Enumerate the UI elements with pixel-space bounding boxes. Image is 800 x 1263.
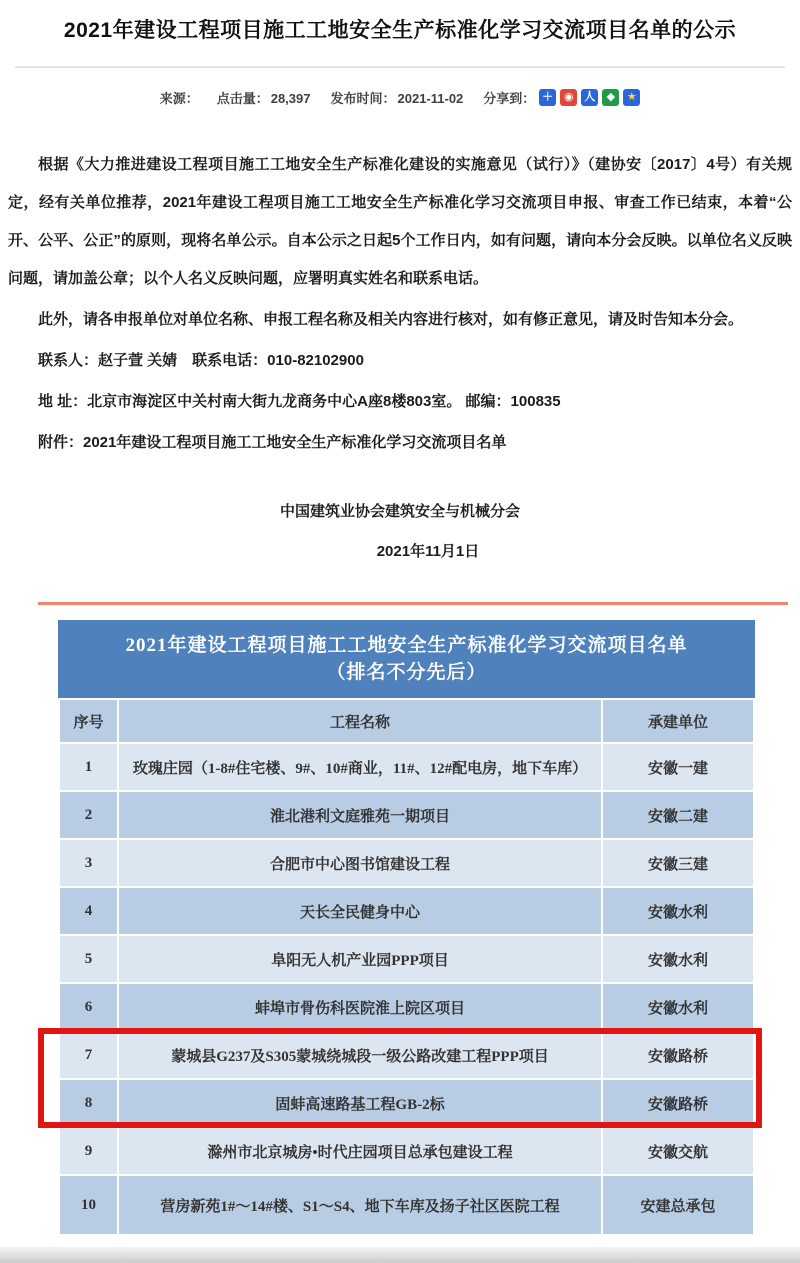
table-row bbox=[60, 792, 753, 838]
table-title-line2: （排名不分先后） bbox=[326, 662, 487, 683]
project-name-cell: 合肥市中心图书馆建设工程 bbox=[119, 840, 601, 886]
table-header-row bbox=[60, 700, 753, 742]
row-no-cell: 6 bbox=[60, 984, 117, 1030]
issuer-name: 中国建筑业协会建筑安全与机械分会 bbox=[279, 503, 520, 520]
views-counter bbox=[217, 88, 313, 107]
page-title: 2021年建设工程项目施工工地安全生产标准化学习交流项目名单的公示 bbox=[63, 19, 737, 42]
row-no-cell: 1 bbox=[60, 744, 117, 790]
row-no-cell: 10 bbox=[60, 1176, 117, 1234]
unit-name-cell: 安徽一建 bbox=[603, 744, 753, 790]
issue-date: 2021年11月1日 bbox=[376, 543, 480, 560]
section-divider-line bbox=[38, 602, 788, 605]
row-no-cell: 9 bbox=[60, 1128, 117, 1174]
share-buttons bbox=[539, 89, 640, 106]
project-name-cell: 蒙城县G237及S305蒙城绕城段一级公路改建工程PPP项目 bbox=[119, 1032, 601, 1078]
row-no-cell: 7 bbox=[60, 1032, 117, 1078]
table-row bbox=[60, 1176, 753, 1234]
table-row bbox=[60, 1128, 753, 1174]
col-header-project: 工程名称 bbox=[119, 700, 601, 742]
qzone-icon[interactable]: ★ bbox=[623, 89, 640, 106]
article-body bbox=[8, 146, 792, 465]
address-line: 地 址：北京市海淀区中关村南大街九龙商务中心A座8楼803室。 邮编：100835 bbox=[38, 393, 561, 410]
unit-name-cell: 安徽路桥 bbox=[603, 1080, 753, 1126]
paragraph-intro: 根据《大力推进建设工程项目施工工地安全生产标准化建设的实施意见（试行）》（建协安〔2017〕4号）有关规定，经有关单位推荐，2021年建设工程项目施工工地安全生产标准化学习交流项目申报、审查工作已结束，本着“公开、公平、公正”的原则，现将名单公示。自本公示之日起5个工作日内，如有问题，请向本分会反映。以单位名义反映问题，请加盖公章；以个人名义反映问题，应署明真实姓名和联系电话。 bbox=[8, 156, 792, 287]
project-table bbox=[58, 698, 755, 1236]
share-label: 分享到： bbox=[483, 91, 536, 106]
row-no-cell: 3 bbox=[60, 840, 117, 886]
project-name-cell: 蚌埠市骨伤科医院淮上院区项目 bbox=[119, 984, 601, 1030]
share-more-icon[interactable]: ＋ bbox=[539, 89, 556, 106]
views-label: 点击量： bbox=[216, 91, 269, 106]
project-name-cell: 营房新苑1#～14#楼、S1～S4、地下车库及扬子社区医院工程 bbox=[119, 1176, 601, 1234]
footer-band bbox=[0, 1247, 800, 1263]
source-label: 来源： bbox=[159, 91, 199, 106]
row-no-cell: 2 bbox=[60, 792, 117, 838]
views-value: 28,397 bbox=[270, 91, 311, 106]
row-no-cell: 5 bbox=[60, 936, 117, 982]
weibo-icon[interactable]: ◉ bbox=[560, 89, 577, 106]
project-name-cell: 玫瑰庄园（1-8#住宅楼、9#、10#商业，11#、12#配电房，地下车库） bbox=[119, 744, 601, 790]
table-row bbox=[60, 840, 753, 886]
project-name-cell: 滁州市北京城房•时代庄园项目总承包建设工程 bbox=[119, 1128, 601, 1174]
col-header-no: 序号 bbox=[60, 700, 117, 742]
table-row bbox=[60, 936, 753, 982]
unit-name-cell: 安徽二建 bbox=[603, 792, 753, 838]
publish-time bbox=[330, 88, 465, 107]
project-name-cell: 天长全民健身中心 bbox=[119, 888, 601, 934]
table-row bbox=[60, 1080, 753, 1126]
paragraph-note: 此外，请各申报单位对单位名称、申报工程名称及相关内容进行核对，如有修正意见，请及时告知本分会。 bbox=[38, 311, 744, 328]
title-divider bbox=[15, 66, 785, 68]
wechat-icon[interactable]: ◆ bbox=[602, 89, 619, 106]
unit-name-cell: 安徽水利 bbox=[603, 888, 753, 934]
unit-name-cell: 安徽路桥 bbox=[603, 1032, 753, 1078]
table-title-line1: 2021年建设工程项目施工工地安全生产标准化学习交流项目名单 bbox=[125, 635, 688, 656]
contact-line: 联系人：赵子萱 关婧 联系电话：010-82102900 bbox=[38, 352, 364, 369]
unit-name-cell: 安建总承包 bbox=[603, 1176, 753, 1234]
project-name-cell: 淮北港利文庭雅苑一期项目 bbox=[119, 792, 601, 838]
table-title-banner bbox=[58, 620, 755, 698]
unit-name-cell: 安徽交航 bbox=[603, 1128, 753, 1174]
col-header-unit: 承建单位 bbox=[603, 700, 753, 742]
meta-bar bbox=[0, 88, 800, 107]
project-name-cell: 固蚌高速路基工程GB-2标 bbox=[119, 1080, 601, 1126]
share-bar bbox=[483, 88, 640, 107]
unit-name-cell: 安徽三建 bbox=[603, 840, 753, 886]
table-row bbox=[60, 1032, 753, 1078]
table-row bbox=[60, 744, 753, 790]
row-no-cell: 4 bbox=[60, 888, 117, 934]
project-table-section bbox=[58, 620, 755, 1236]
renren-icon[interactable]: 人 bbox=[581, 89, 598, 106]
unit-name-cell: 安徽水利 bbox=[603, 984, 753, 1030]
table-row bbox=[60, 984, 753, 1030]
table-row bbox=[60, 888, 753, 934]
publish-time-label: 发布时间： bbox=[330, 91, 396, 106]
unit-name-cell: 安徽水利 bbox=[603, 936, 753, 982]
attachment-line: 附件：2021年建设工程项目施工工地安全生产标准化学习交流项目名单 bbox=[38, 434, 507, 451]
project-name-cell: 阜阳无人机产业园PPP项目 bbox=[119, 936, 601, 982]
row-no-cell: 8 bbox=[60, 1080, 117, 1126]
publish-time-value: 2021-11-02 bbox=[397, 91, 464, 106]
